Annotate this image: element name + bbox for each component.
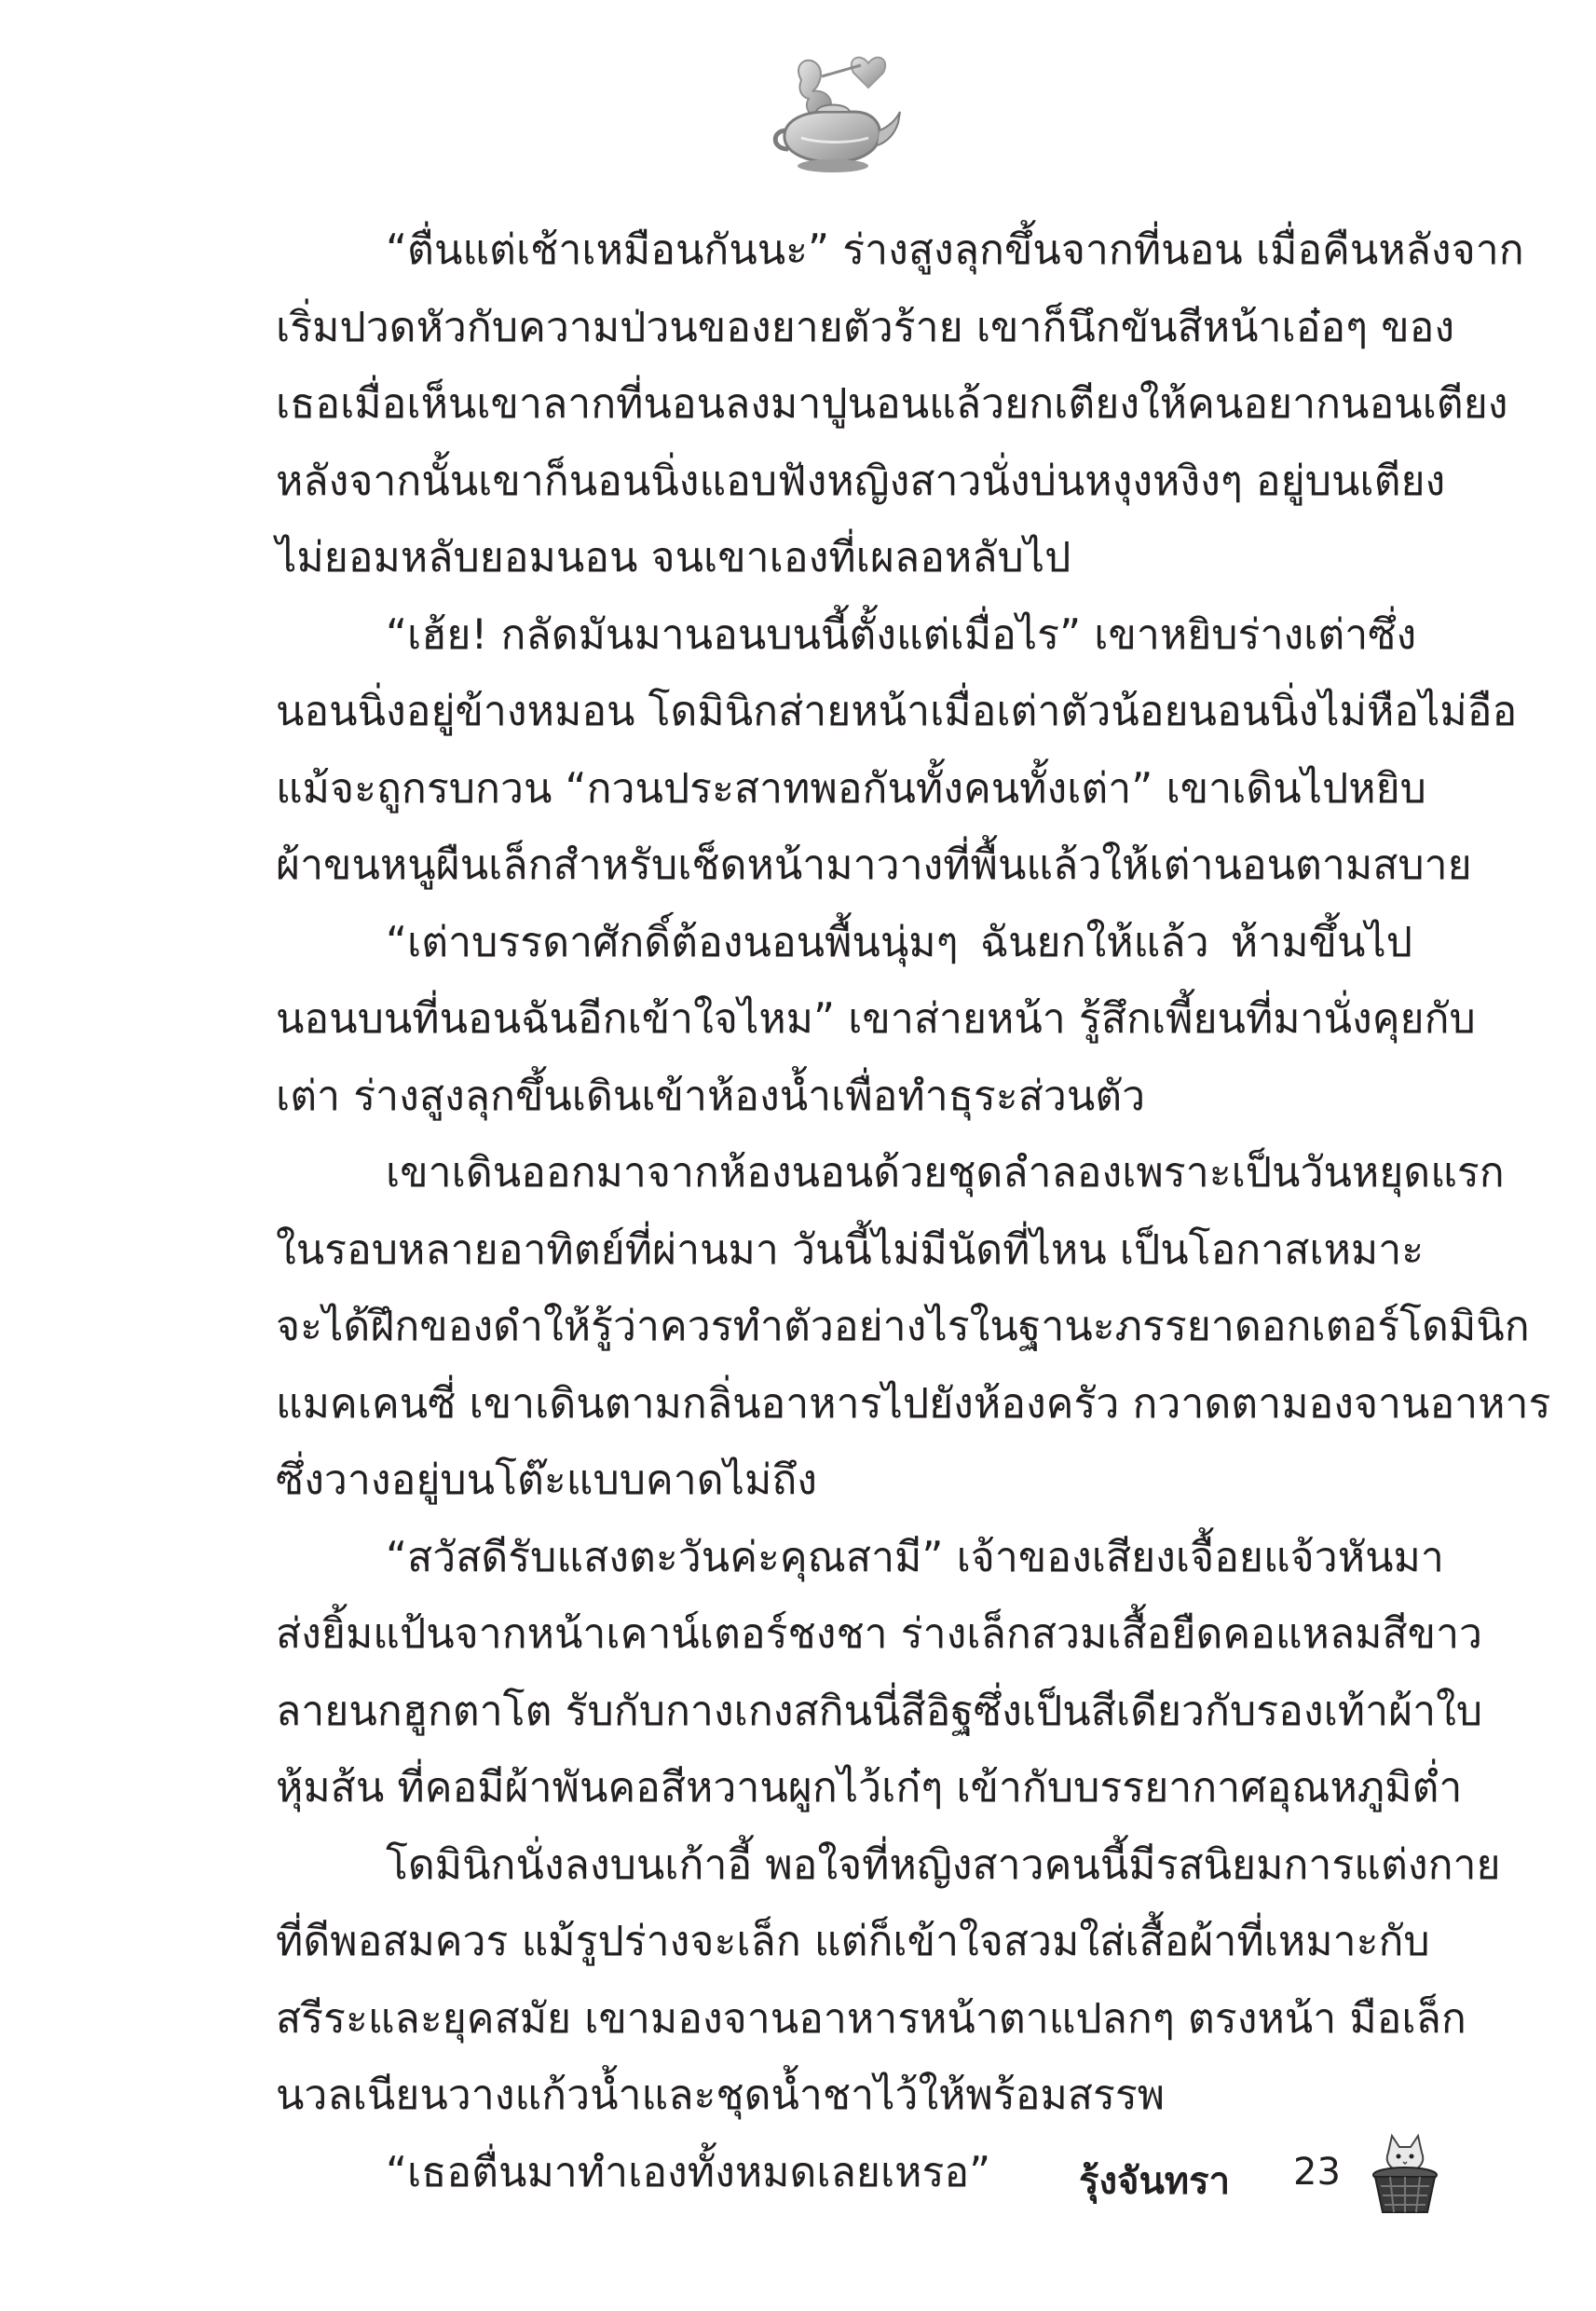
- text-line: ผ้าขนหนูผืนเล็กสำหรับเช็ดหน้ามาวางที่พื้นแล้วให้เต่านอนตามสบาย: [276, 841, 1472, 889]
- text-line: “ตื่นแต่เช้าเหมือนกันนะ” ร่างสูงลุกขึ้นจากที่นอน เมื่อคืนหลังจาก: [386, 226, 1524, 274]
- text-line: โดมินิกนั่งลงบนเก้าอี้ พอใจที่หญิงสาวคนนี้มีรสนิยมการแต่งกาย: [386, 1840, 1501, 1889]
- text-line: นอนนิ่งอยู่ข้างหมอน โดมินิกส่ายหน้าเมื่อเต่าตัวน้อยนอนนิ่งไม่หือไม่อือ: [276, 688, 1518, 735]
- text-line: จะได้ฝึกของดำให้รู้ว่าควรทำตัวอย่างไรในฐานะภรรยาดอกเตอร์โดมินิก: [276, 1303, 1530, 1350]
- text-line: แม้จะถูกรบกวน “กวนประสาทพอกันทั้งคนทั้งเต่า” เขาเดินไปหยิบ: [276, 764, 1426, 813]
- text-line: ไม่ยอมหลับยอมนอน จนเขาเองที่เผลอหลับไป: [276, 534, 1071, 581]
- text-line: สรีระและยุคสมัย เขามองจานอาหารหน้าตาแปลกๆ ตรงหน้า มือเล็ก: [276, 1994, 1466, 2043]
- text-line: เธอเมื่อเห็นเขาลากที่นอนลงมาปูนอนแล้วยกเตียงให้คนอยากนอนเตียง: [276, 380, 1508, 428]
- text-line: ที่ดีพอสมควร แม้รูปร่างจะเล็ก แต่ก็เข้าใจสวมใส่เสื้อผ้าที่เหมาะกับ: [276, 1918, 1430, 1965]
- text-line: นวลเนียนวางแก้วน้ำและชุดน้ำชาไว้ให้พร้อมสรรพ: [276, 2072, 1166, 2119]
- text-line: “เฮ้ย! กลัดมันมานอนบนนี้ตั้งแต่เมื่อไร” เขาหยิบร่างเต่าซึ่ง: [386, 610, 1417, 659]
- text-line: แมคเคนซี่ เขาเดินตามกลิ่นอาหารไปยังห้องครัว กวาดตามองจานอาหาร: [276, 1379, 1551, 1428]
- page-footer: [1071, 2125, 1444, 2227]
- text-line: “เต่าบรรดาศักดิ์ต้องนอนพื้นนุ่มๆ ฉันยกให้แล้ว ห้ามขึ้นไป: [386, 918, 1412, 966]
- text-line: หลังจากนั้นเขาก็นอนนิ่งแอบฟังหญิงสาวนั่งบ่นหงุงหงิงๆ อยู่บนเตียง: [276, 457, 1446, 505]
- page-number: 23: [1293, 2151, 1341, 2194]
- text-line: “สวัสดีรับแสงตะวันค่ะคุณสามี” เจ้าของเสียงเจื้อยแจ้วหันมา: [386, 1533, 1444, 1581]
- text-line: เขาเดินออกมาจากห้องนอนด้วยชุดลำลองเพราะเป็นวันหยุดแรก: [386, 1149, 1505, 1197]
- text-line: ในรอบหลายอาทิตย์ที่ผ่านมา วันนี้ไม่มีนัดที่ไหน เป็นโอกาสเหมาะ: [276, 1225, 1425, 1274]
- text-line: ลายนกฮูกตาโต รับกับกางเกงสกินนี่สีอิฐซึ่งเป็นสีเดียวกับรองเท้าผ้าใบ: [276, 1687, 1483, 1735]
- text-line: เต่า ร่างสูงลุกขึ้นเดินเข้าห้องน้ำเพื่อทำธุระส่วนตัว: [276, 1072, 1146, 1120]
- text-line: หุ้มส้น ที่คอมีผ้าพันคอสีหวานผูกไว้เก๋ๆ เข้ากับบรรยากาศอุณหภูมิต่ำ: [276, 1764, 1463, 1812]
- cupid-teapot-icon: [764, 45, 904, 185]
- book-title: รุ้งจันทรา: [1079, 2160, 1231, 2203]
- text-line: “เธอตื่นมาทำเองทั้งหมดเลยเหรอ”: [386, 2148, 991, 2196]
- text-line: นอนบนที่นอนฉันอีกเข้าใจไหม” เขาส่ายหน้า รู้สึกเพี้ยนที่มานั่งคุยกับ: [276, 995, 1476, 1043]
- cat-in-basket-icon: [1368, 2125, 1442, 2218]
- text-line: ซึ่งวางอยู่บนโต๊ะแบบคาดไม่ถึง: [276, 1456, 818, 1504]
- text-line: ส่งยิ้มแป้นจากหน้าเคาน์เตอร์ชงชา ร่างเล็กสวมเสื้อยืดคอแหลมสีขาว: [276, 1610, 1483, 1658]
- text-line: เริ่มปวดหัวกับความป่วนของยายตัวร้าย เขาก็นึกขันสีหน้าเอ๋อๆ ของ: [276, 303, 1455, 351]
